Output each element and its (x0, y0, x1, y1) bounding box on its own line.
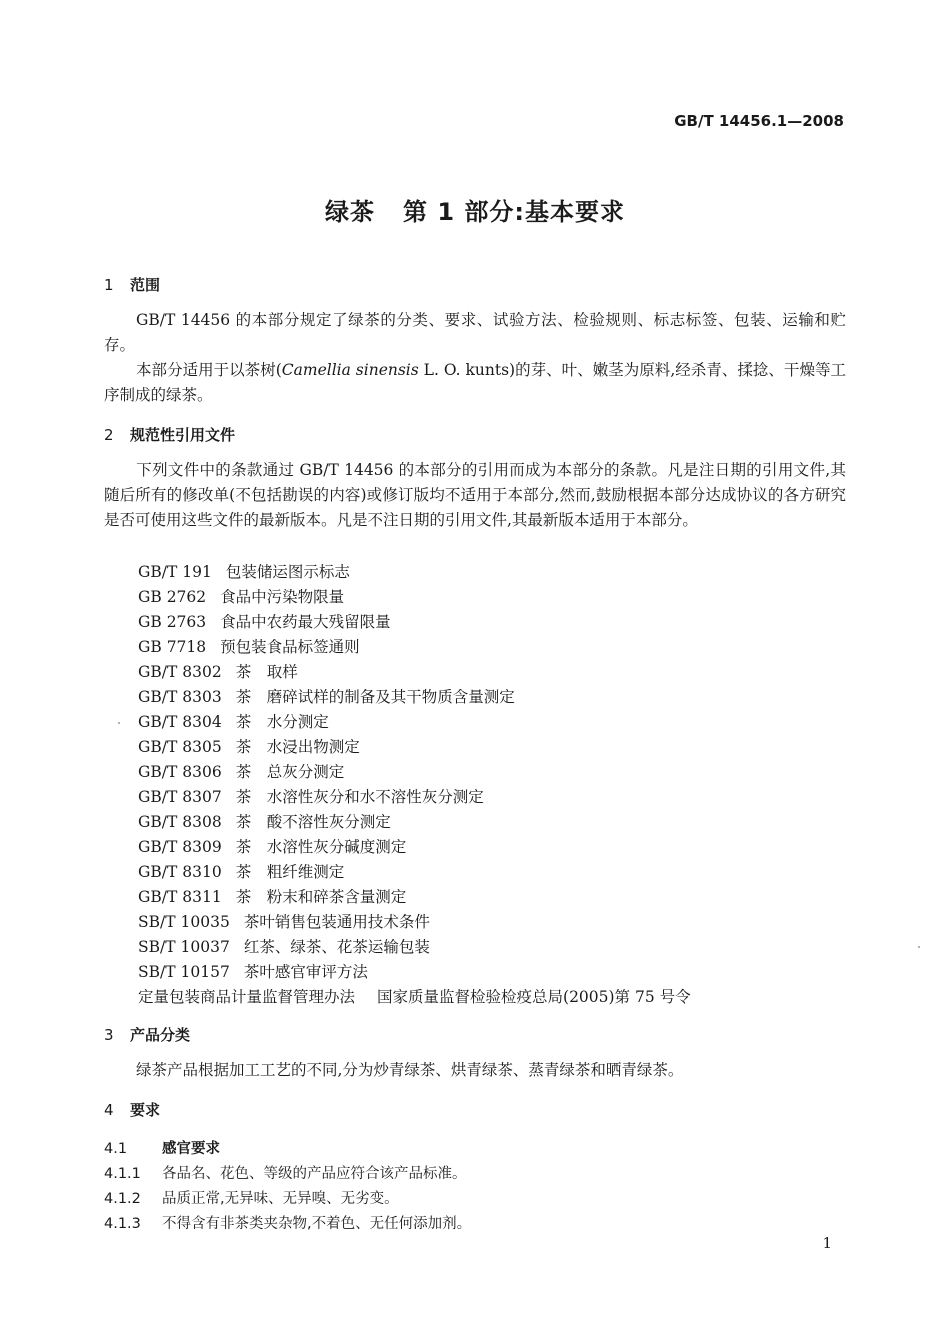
scan-speck (118, 722, 120, 724)
reference-item: GB/T 8305 茶 水浸出物测定 (138, 738, 360, 756)
reference-item: GB/T 8303 茶 磨碎试样的制备及其干物质含量测定 (138, 688, 515, 706)
reference-item: GB/T 8311 茶 粉末和碎茶含量测定 (138, 888, 407, 906)
subsection-number: 4.1 (104, 1141, 128, 1157)
section-number: 4 (104, 1101, 114, 1119)
reference-item: GB 2762 食品中污染物限量 (138, 588, 345, 606)
section-title: 范围 (130, 276, 161, 294)
section-title: 规范性引用文件 (130, 426, 236, 444)
page-title (0, 192, 950, 227)
species-name: Camellia sinensis (281, 361, 419, 379)
reference-item: GB/T 191 包装储运图示标志 (138, 563, 350, 581)
section-title: 要求 (130, 1101, 161, 1119)
title-part: 第 1 部分:基本要求 (402, 198, 625, 226)
clause-item: 4.1.1 各品名、花色、等级的产品应符合该产品标准。 (104, 1166, 467, 1182)
section-1-heading (104, 274, 160, 295)
reference-item: GB/T 8309 茶 水溶性灰分碱度测定 (138, 838, 407, 856)
reference-item: 定量包装商品计量监督管理办法 国家质量监督检验检疫总局(2005)第 75 号令 (138, 988, 691, 1006)
section-title: 产品分类 (130, 1026, 191, 1044)
reference-item: GB/T 8308 茶 酸不溶性灰分测定 (138, 813, 391, 831)
reference-item: GB 7718 预包装食品标签通则 (138, 638, 360, 656)
section-number: 1 (104, 276, 114, 294)
scan-speck (918, 946, 920, 948)
reference-item: GB/T 8302 茶 取样 (138, 663, 298, 681)
page-number: 1 (822, 1234, 832, 1252)
clause-item: 4.1.3 不得含有非茶类夹杂物,不着色、无任何添加剂。 (104, 1216, 472, 1232)
reference-item: GB/T 8304 茶 水分测定 (138, 713, 329, 731)
section-4-heading (104, 1099, 160, 1120)
section-2-heading (104, 424, 235, 445)
reference-item: GB/T 8306 茶 总灰分测定 (138, 763, 345, 781)
section-3-heading (104, 1024, 190, 1045)
section-2-paragraph-1: 下列文件中的条款通过 GB/T 14456 的本部分的引用而成为本部分的条款。凡是注日期的引用文件,其随后所有的修改单(不包括勘误的内容)或修订版均不适用于本部分,然而,鼓励根据本部分达成协议的各方研究是否可使用这些文件的最新版本。凡是不注日期的引用文件,其最新版本适用于本部分。 (104, 461, 846, 529)
section-number: 2 (104, 426, 114, 444)
subsection-title: 感官要求 (162, 1141, 220, 1157)
section-1-paragraph-2: 本部分适用于以茶树(Camellia sinensis L. O. kunts)的芽、叶、嫩茎为原料,经杀青、揉捻、干燥等工序制成的绿茶。 (104, 361, 846, 404)
reference-item: SB/T 10035 茶叶销售包装通用技术条件 (138, 913, 430, 931)
section-1-paragraph-1: GB/T 14456 的本部分规定了绿茶的分类、要求、试验方法、检验规则、标志标签、包装、运输和贮存。 (104, 311, 846, 354)
subsection-4-1-heading (104, 1137, 220, 1158)
standard-number: GB/T 14456.1—2008 (674, 112, 844, 130)
reference-item: GB/T 8307 茶 水溶性灰分和水不溶性灰分测定 (138, 788, 484, 806)
section-3-paragraph-1: 绿茶产品根据加工工艺的不同,分为炒青绿茶、烘青绿茶、蒸青绿茶和晒青绿茶。 (136, 1061, 684, 1079)
clause-item: 4.1.2 品质正常,无异味、无异嗅、无劣变。 (104, 1191, 399, 1207)
reference-item: GB/T 8310 茶 粗纤维测定 (138, 863, 345, 881)
reference-item: SB/T 10157 茶叶感官审评方法 (138, 963, 368, 981)
reference-item: GB 2763 食品中农药最大残留限量 (138, 613, 391, 631)
section-number: 3 (104, 1026, 114, 1044)
title-main: 绿茶 (324, 198, 375, 226)
reference-item: SB/T 10037 红茶、绿茶、花茶运输包装 (138, 938, 430, 956)
